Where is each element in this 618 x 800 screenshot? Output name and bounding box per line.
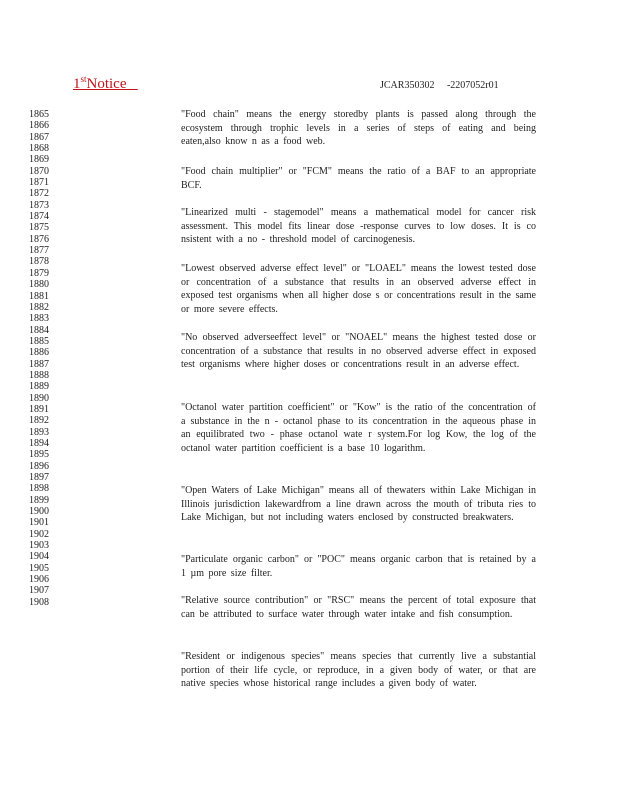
definition-resident-species: "Resident or indigenous species" means species that currently live a substantial portion of their life cycle, or reproduce, in a given body of water, or that are native species whose historical range includes a given body of water. [181, 651, 536, 690]
definition-noael: "No observed adverseeffect level" or "NOAEL" means the highest tested dose or concentration of a substance that results in no observed adverse effect in exposed test organisms where higher doses or concentrations result in an adverse effect. [181, 332, 536, 371]
line-number: 1896 [29, 460, 49, 472]
line-number: 1886 [29, 347, 49, 359]
line-number: 1883 [29, 313, 49, 325]
line-number: 1892 [29, 415, 49, 427]
line-number: 1889 [29, 381, 49, 393]
line-number: 1893 [29, 426, 49, 438]
definition-poc: "Particulate organic carbon" or "POC" means organic carbon that is retained by a 1 µm pore size filter. [181, 554, 536, 579]
line-number: 1905 [29, 562, 49, 574]
line-number: 1876 [29, 233, 49, 245]
line-number: 1877 [29, 245, 49, 257]
definition-rsc: "Relative source contribution" or "RSC" means the percent of total exposure that can be attributed to surface water through water intake and fish consumption. [181, 595, 536, 620]
notice-number: 1 [73, 76, 81, 92]
line-number: 1865 [29, 109, 49, 120]
line-number: 1874 [29, 211, 49, 223]
line-number: 1902 [29, 528, 49, 540]
notice-word: Notice [86, 76, 127, 92]
line-number: 1897 [29, 472, 49, 483]
line-number: 1895 [29, 449, 49, 461]
line-number: 1869 [29, 154, 49, 166]
definition-open-waters: "Open Waters of Lake Michigan" means all of thewaters within Lake Michigan in Illinois jurisdiction lakewardfrom a line drawn across the mouth of tributa ries to Lake Michigan, but not including waters enclosed by constructed breakwaters. [181, 485, 536, 524]
line-number: 1879 [29, 267, 49, 279]
line-number: 1885 [29, 335, 49, 347]
line-number: 1882 [29, 301, 49, 313]
line-number: 1880 [29, 279, 49, 291]
line-number: 1870 [29, 165, 49, 177]
line-number: 1881 [29, 290, 49, 302]
definition-kow: "Octanol water partition coefficient" or "Kow" is the ratio of the concentration of a substance in the n - octanol phase to its concentration in the aqueous phase in an equilibrated two - phase octanol wate r system.For log Kow, the log of the octanol water partition coefficient is a base 10 logarithm. [181, 402, 536, 454]
line-number: 1890 [29, 392, 49, 404]
line-number: 1888 [29, 369, 49, 381]
line-number: 1887 [29, 358, 49, 370]
line-number: 1908 [29, 596, 49, 608]
definition-loael: "Lowest observed adverse effect level" or "LOAEL" means the lowest tested dose or concentration of a substance that results in an observed adverse effect in exposed test organisms when all higher dose s or concentrations result in the same or more severe effects. [181, 263, 536, 315]
line-number: 1873 [29, 199, 49, 211]
line-number: 1906 [29, 574, 49, 586]
line-number: 1868 [29, 143, 49, 155]
line-number: 1894 [29, 437, 49, 449]
line-number: 1867 [29, 131, 49, 143]
line-number: 1904 [29, 551, 49, 563]
definition-food-chain: "Food chain" means the energy storedby plants is passed along through the ecosystem through trophic levels in a series of steps of eating and being eaten,also know n as a food web. [181, 109, 536, 148]
definition-food-chain-multiplier: "Food chain multiplier" or "FCM" means the ratio of a BAF to an appropriate BCF. [181, 166, 536, 191]
notice-label [73, 74, 138, 93]
document-id: JCAR350302 -2207052r01 [380, 80, 499, 91]
line-number: 1900 [29, 506, 49, 518]
line-number: 1872 [29, 188, 49, 200]
line-number: 1901 [29, 517, 49, 529]
line-number: 1878 [29, 256, 49, 268]
definition-linearized-multistage-model: "Linearized multi - stagemodel" means a mathematical model for cancer risk assessment. This model fits linear dose -response curves to low doses. It is co nsistent with a no - threshold model of carcinogenesis. [181, 207, 536, 246]
notice-superscript: st [80, 74, 87, 84]
line-number: 1875 [29, 222, 49, 234]
line-number: 1899 [29, 494, 49, 506]
line-number: 1903 [29, 540, 49, 552]
line-number-column [29, 109, 49, 608]
line-number: 1866 [29, 120, 49, 132]
line-number: 1871 [29, 177, 49, 189]
line-number: 1884 [29, 324, 49, 336]
line-number: 1891 [29, 403, 49, 415]
line-number: 1907 [29, 585, 49, 597]
line-number: 1898 [29, 483, 49, 495]
